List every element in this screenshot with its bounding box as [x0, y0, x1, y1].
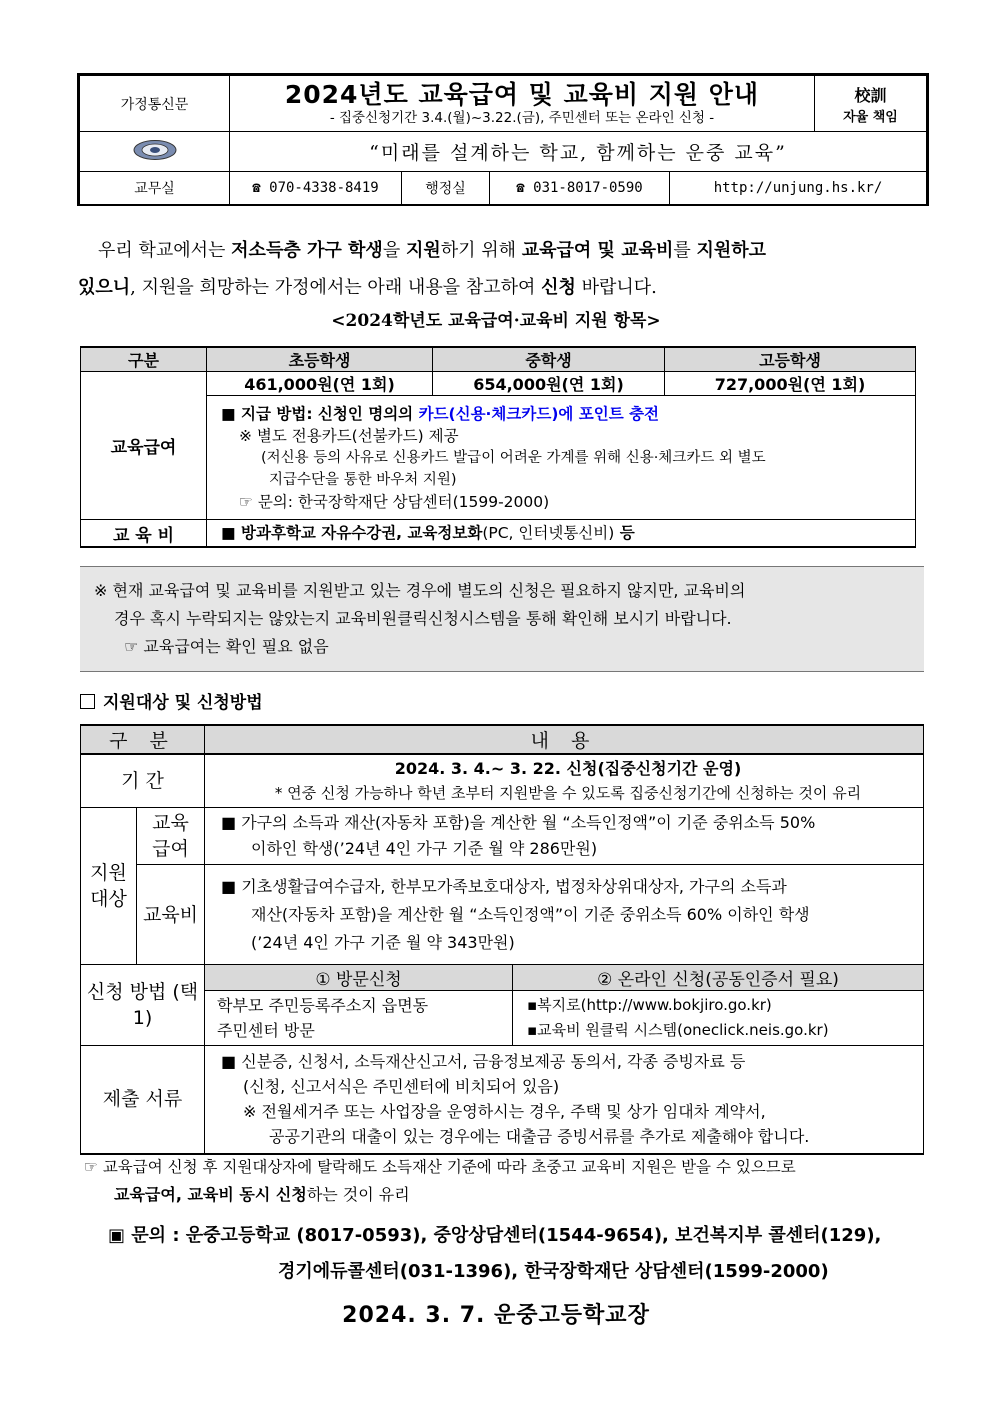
bokjiro-link[interactable]: ▪복지로(http://www.bokjiro.go.kr) [527, 996, 772, 1014]
docs-line: ■ 신분증, 신청서, 소득재산신고서, 금융정보제공 동의서, 각종 증빙자료 등 [221, 1052, 746, 1072]
period-label: 기 간 [81, 754, 205, 808]
row-label-edu-pay: 교육급여 [81, 372, 207, 520]
edu-cost-text: (PC, 인터넷통신비) [482, 524, 615, 542]
edu-pay-target-label: 교육 급여 [137, 808, 205, 865]
school-motto: “미래를 설계하는 학교, 함께하는 운중 교육” [230, 132, 927, 172]
docs-content [205, 1046, 924, 1154]
school-motto-cell [814, 76, 926, 132]
intro-text: 우리 학교에서는 [98, 240, 232, 261]
col-header: 고등학생 [665, 347, 916, 372]
notice-line: 경우 혹시 누락되지는 않았는지 교육비원클릭신청시스템을 통해 확인해 보시기 바랍니다. [114, 609, 732, 628]
apply-method-label: 신청 방법 (택1) [81, 965, 205, 1046]
footer-tip [84, 1153, 924, 1209]
docs-line: ※ 전월세거주 또는 사업장을 운영하시는 경우, 주택 및 상가 임대차 계약서, [243, 1102, 766, 1122]
edu-pay-target-line: 이하인 학생(’24년 4인 가구 기준 월 약 286만원) [251, 839, 598, 858]
office1-phone: ☎ 070-4338-8419 [230, 172, 402, 205]
page-title: 2024년도 교육급여 및 교육비 지원 안내 [284, 80, 760, 109]
edu-pay-details [207, 396, 916, 520]
intro-paragraph [78, 232, 914, 306]
apply-visit-header: ① 방문신청 [205, 965, 513, 991]
intro-bold: 지원하고 [696, 240, 767, 261]
edu-cost-target-line: 재산(자동차 포함)을 계산한 월 “소득인정액”이 기준 중위소득 60% 이하인 학생 [251, 904, 810, 924]
period-note: * 연중 신청 가능하나 학년 초부터 지원받을 수 있도록 집중신청기간에 신청하는 것이 유리 [274, 784, 862, 802]
intro-text: 하기 위해 [440, 240, 522, 261]
edu-cost-target-label: 교육비 [137, 865, 205, 965]
support-table-title: <2024학년도 교육급여·교육비 지원 항목> [331, 311, 661, 331]
col-header: 중학생 [433, 347, 665, 372]
signature-line: 2024. 3. 7. 운중고등학교장 [342, 1303, 650, 1328]
motto-hanja: 校訓 [854, 85, 887, 105]
apply-online-content [513, 991, 924, 1046]
intro-bold: 저소득층 가구 학생 [231, 240, 383, 261]
period-content [205, 754, 924, 808]
edu-pay-target-line: ■ 가구의 소득과 재산(자동차 포함)을 계산한 월 “소득인정액”이 기준 중위소득 50% [221, 813, 816, 832]
apply-visit-content [205, 991, 513, 1046]
intro-bold: 교육급여 및 교육비 [521, 240, 674, 261]
docs-label: 제출 서류 [81, 1046, 205, 1154]
newsletter-header [77, 73, 929, 206]
newsletter-label: 가정통신문 [80, 76, 230, 132]
tip-text: 하는 것이 유리 [306, 1185, 410, 1204]
apply-online-header: ② 온라인 신청(공동인증서 필요) [513, 965, 924, 991]
intro-bold: 신청 [541, 277, 576, 298]
tip-line: ☞ 교육급여 신청 후 지원대상자에 탈락해도 소득재산 기준에 따라 초중고 교육비 지원은 받을 수 있으므로 [84, 1158, 796, 1176]
docs-line: (신청, 신고서식은 주민센터에 비치되어 있음) [243, 1077, 560, 1097]
card-note: ※ 별도 전용카드(선불카드) 제공 [239, 426, 459, 445]
office1-label: 교무실 [80, 172, 230, 205]
notice-line: ※ 현재 교육급여 및 교육비를 지원받고 있는 경우에 별도의 신청은 필요하지 않지만, 교육비의 [94, 581, 746, 600]
visit-line: 주민센터 방문 [217, 1021, 315, 1040]
col-header: 구분 [81, 347, 207, 372]
support-items-table [80, 346, 916, 548]
amount-middle: 654,000원(연 1회) [433, 372, 665, 396]
contact-line: ▣ 문의 : 운중고등학교 (8017-0593), 중앙상담센터(1544-9654), 보건복지부 콜센터(129), [108, 1225, 882, 1246]
edu-pay-target [205, 808, 924, 865]
motto-words: 자율 책임 [843, 109, 898, 125]
intro-text: 를 [673, 240, 697, 261]
amount-elementary: 461,000원(연 1회) [207, 372, 433, 396]
intro-text: 바랍니다. [575, 277, 657, 298]
intro-bold: 지원 [405, 240, 441, 261]
edu-cost-details [207, 520, 916, 548]
contact-info [108, 1218, 928, 1290]
pay-method-text: ■ 지급 방법: 신청인 명의의 [221, 404, 419, 423]
col-header: 초등학생 [207, 347, 433, 372]
title-cell [230, 76, 815, 132]
tip-bold: 교육급여, 교육비 동시 신청 [114, 1185, 307, 1204]
contact-line: 경기에듀콜센터(031-1396), 한국장학재단 상담센터(1599-2000) [278, 1261, 829, 1282]
school-url-link[interactable]: http://unjung.hs.kr/ [670, 172, 927, 205]
section-heading [80, 688, 263, 713]
edu-cost-target [205, 865, 924, 965]
intro-text: , 지원을 희망하는 가정에서는 아래 내용을 참고하여 [130, 277, 542, 298]
eligibility-table [80, 724, 924, 1155]
period-desc: 신청(집중신청기간 운영) [566, 759, 742, 778]
edu-cost-target-line: (’24년 4인 가구 기준 월 약 343만원) [251, 932, 515, 952]
school-emblem-icon [132, 139, 178, 161]
notice-box [80, 566, 924, 672]
intro-text: 을 [382, 240, 406, 261]
col-header: 구 분 [81, 725, 205, 754]
notice-line: ☞ 교육급여는 확인 필요 없음 [124, 637, 329, 656]
docs-line: 공공기관의 대출이 있는 경우에는 대출금 증빙서류를 추가로 제출해야 합니다. [269, 1127, 810, 1147]
target-label: 지원 대상 [81, 808, 137, 965]
period-dates: 2024. 3. 4.~ 3. 22. [394, 759, 567, 778]
pay-method-highlight: 카드(신용·체크카드)에 포인트 충전 [418, 404, 660, 423]
col-header: 내 용 [205, 725, 924, 754]
card-note-detail: (저신용 등의 사유로 신용카드 발급이 어려운 가계를 위해 신용·체크카드 외 별도 [261, 449, 766, 466]
page-subtitle: - 집중신청기간 3.4.(월)~3.22.(금), 주민센터 또는 온라인 신청 - [329, 110, 715, 126]
checkbox-square-icon [80, 694, 95, 709]
row-label-edu-cost: 교 육 비 [81, 520, 207, 548]
edu-pay-inquiry: ☞ 문의: 한국장학재단 상담센터(1599-2000) [239, 492, 550, 511]
oneclick-link[interactable]: ▪교육비 원클릭 시스템(oneclick.neis.go.kr) [527, 1021, 829, 1039]
edu-cost-text: 등 [614, 524, 635, 542]
edu-cost-text: ■ 방과후학교 자유수강권, 교육정보화 [221, 524, 483, 542]
amount-high: 727,000원(연 1회) [665, 372, 916, 396]
office2-phone: ☎ 031-8017-0590 [490, 172, 670, 205]
visit-line: 학부모 주민등록주소지 읍면동 [217, 996, 429, 1015]
section-title: 지원대상 및 신청방법 [103, 693, 263, 713]
emblem-cell [80, 132, 230, 172]
intro-bold: 있으니 [78, 277, 131, 298]
card-note-detail: 지급수단을 통한 바우처 지원) [269, 471, 457, 488]
office2-label: 행정실 [402, 172, 490, 205]
edu-cost-target-line: ■ 기초생활급여수급자, 한부모가족보호대상자, 법정차상위대상자, 가구의 소득과 [221, 876, 787, 896]
